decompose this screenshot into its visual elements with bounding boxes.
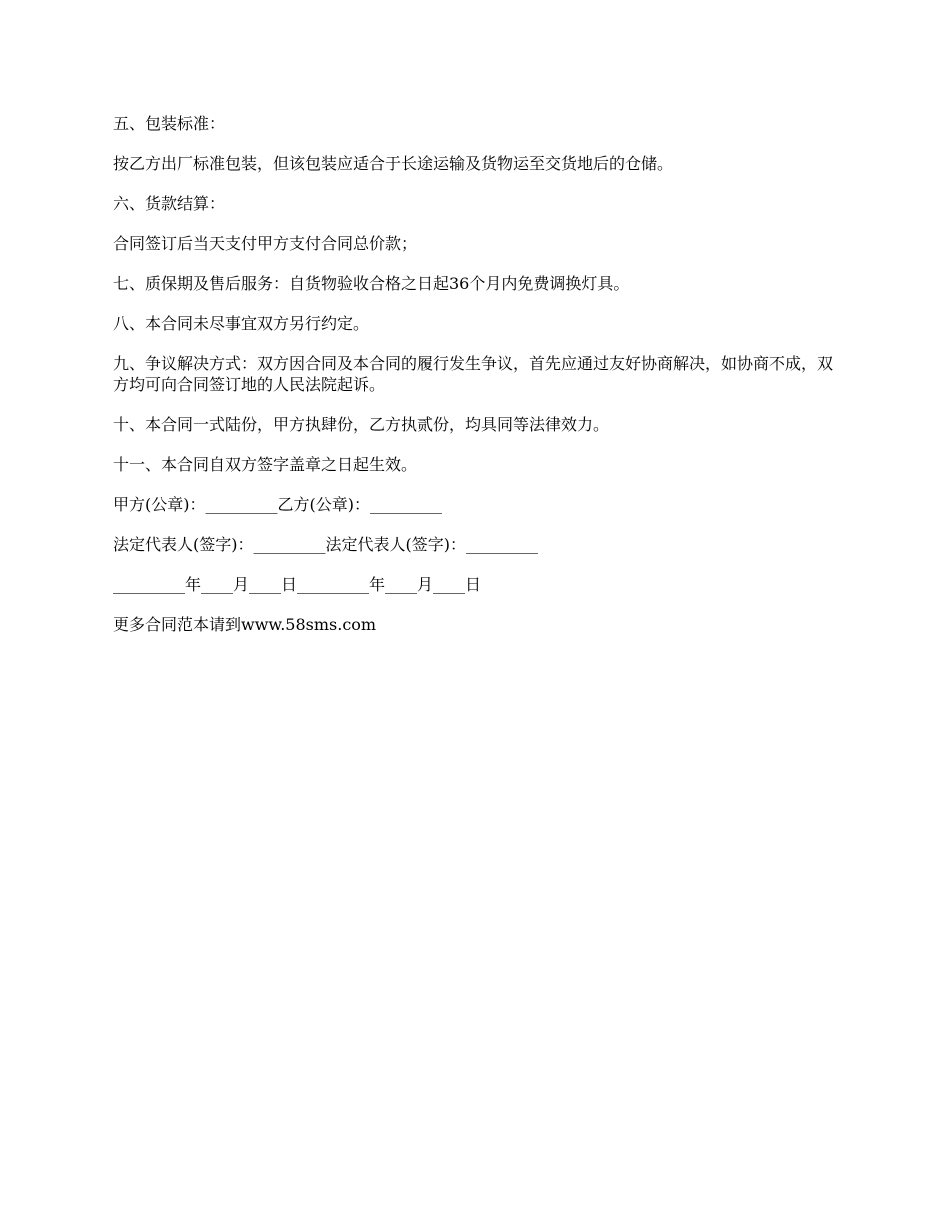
clause-packaging-heading: 五、包装标准： [113,114,226,133]
clause-dispute-resolution: 九、争议解决方式：双方因合同及本合同的履行发生争议，首先应通过友好协商解决，如协商不成，双方均可向合同签订地的人民法院起诉。 [113,354,834,394]
clause-payment-text: 合同签订后当天支付甲方支付合同总价款； [113,234,418,253]
footer-more-templates: 更多合同范本请到www.58sms.com [113,615,377,634]
clause-payment-heading: 六、货款结算： [113,194,226,213]
document-body [113,113,843,654]
clause-other-matters: 八、本合同未尽事宜双方另行约定。 [113,314,370,333]
signature-date-line: _________年____月____日_________年____月____日 [113,575,482,594]
signature-seal-line: 甲方(公章)：_________乙方(公章)：_________ [113,495,442,514]
clause-copies: 十、本合同一式陆份，甲方执肆份，乙方执贰份，均具同等法律效力。 [113,415,610,434]
clause-warranty: 七、质保期及售后服务：自货物验收合格之日起36个月内免费调换灯具。 [113,274,630,293]
clause-packaging-text: 按乙方出厂标准包装，但该包装应适合于长途运输及货物运至交货地后的仓储。 [113,154,674,173]
signature-representative-line: 法定代表人(签字)：_________法定代表人(签字)：_________ [113,535,538,554]
clause-effective: 十一、本合同自双方签字盖章之日起生效。 [113,455,418,474]
